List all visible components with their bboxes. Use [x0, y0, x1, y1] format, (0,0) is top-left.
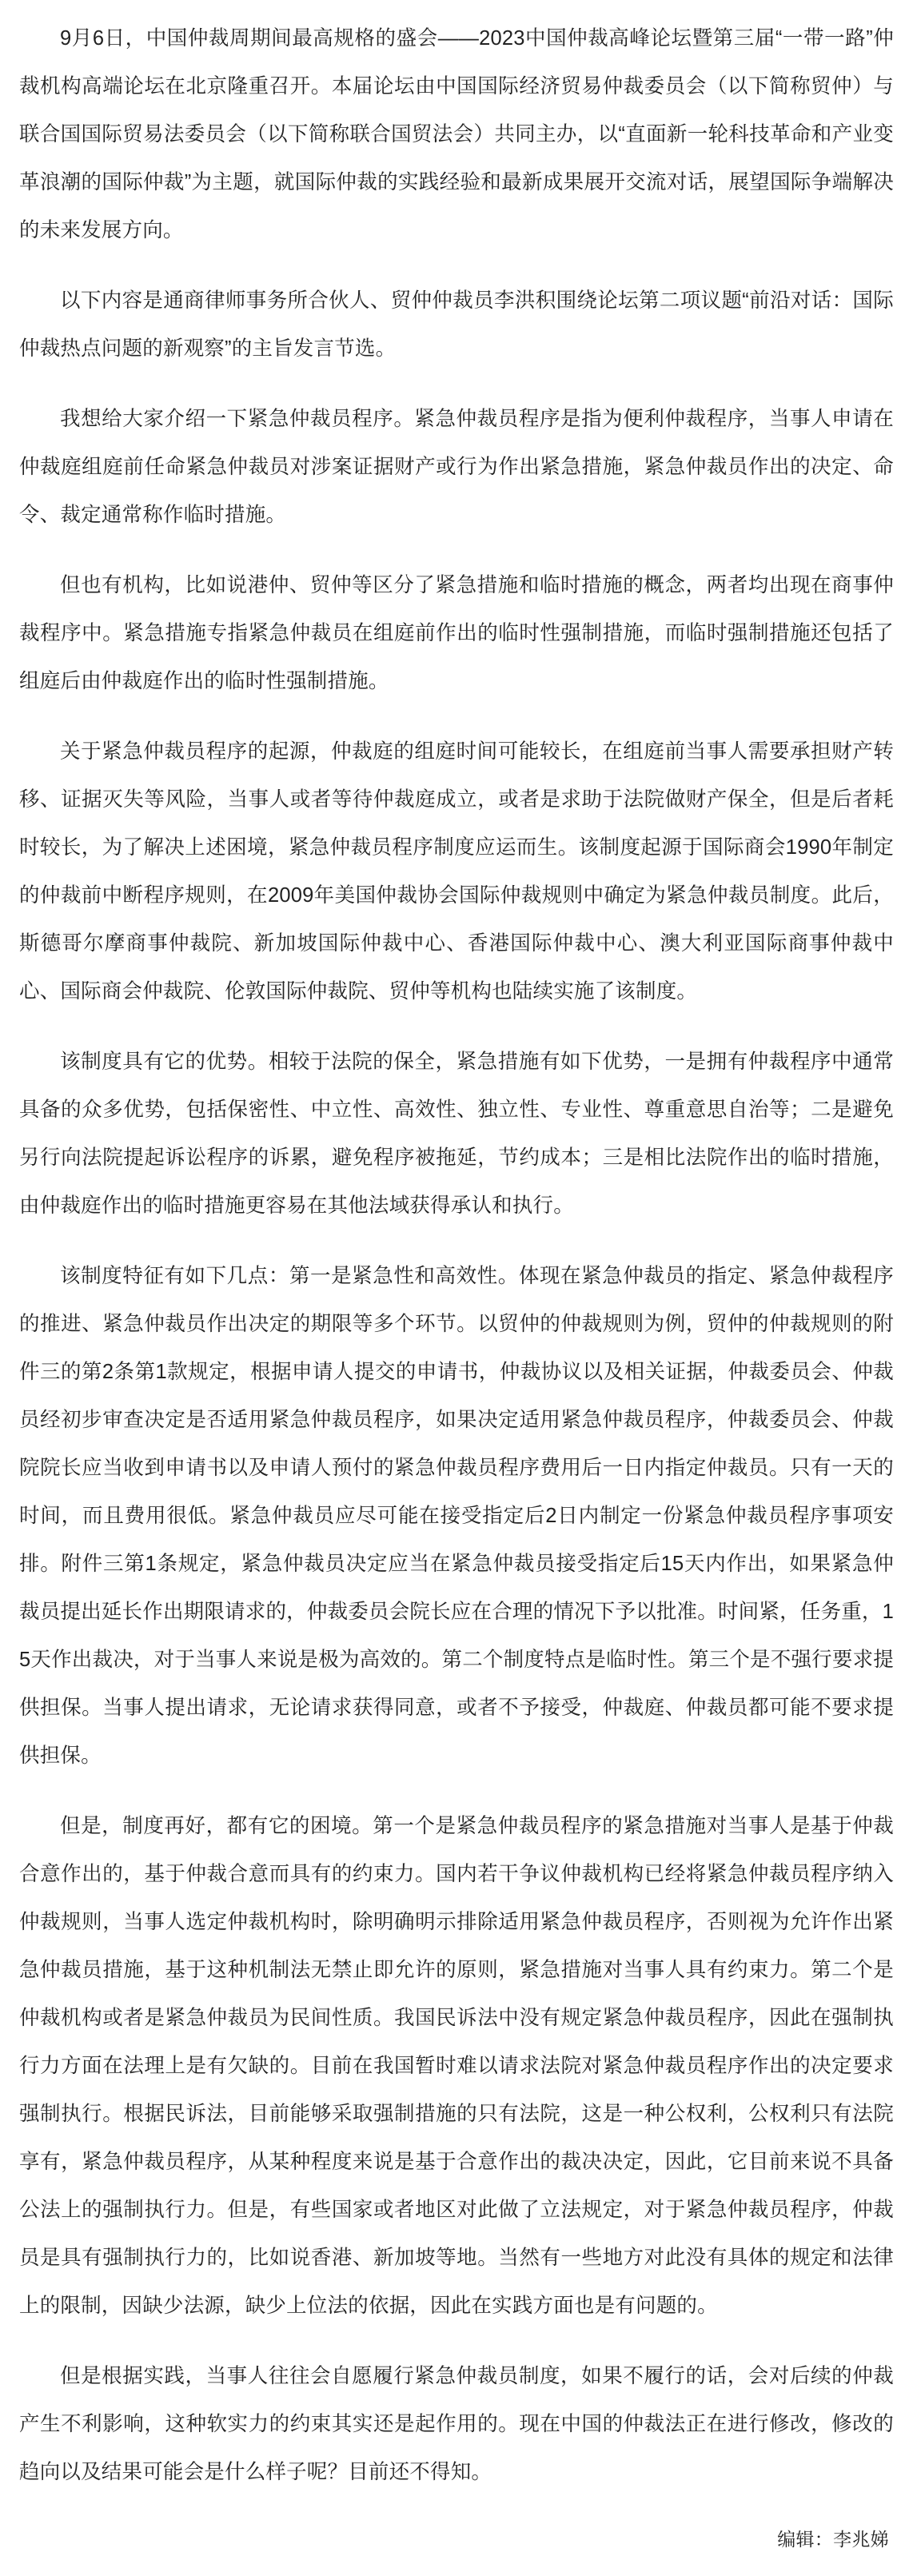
- paragraph: 但是根据实践，当事人往往会自愿履行紧急仲裁员制度，如果不履行的话，会对后续的仲裁产生不利影响，这种软实力的约束其实还是起作用的。现在中国的仲裁法正在进行修改，修改的趋向以及结果可能会是什么样子呢？目前还不得知。: [19, 2365, 894, 2483]
- editor-byline: 编辑：李兆娣: [777, 2529, 889, 2550]
- paragraph: 该制度具有它的优势。相较于法院的保全，紧急措施有如下优势，一是拥有仲裁程序中通常具备的众多优势，包括保密性、中立性、高效性、独立性、专业性、尊重意思自治等；二是避免另行向法院提起诉讼程序的诉累，避免程序被拖延，节约成本；三是相比法院作出的临时措施，由仲裁庭作出的临时措施更容易在其他法域获得承认和执行。: [19, 1051, 894, 1217]
- paragraph: 但也有机构，比如说港仲、贸仲等区分了紧急措施和临时措施的概念，两者均出现在商事仲裁程序中。紧急措施专指紧急仲裁员在组庭前作出的临时性强制措施，而临时强制措施还包括了组庭后由仲裁庭作出的临时性强制措施。: [19, 574, 894, 692]
- paragraph: 9月6日，中国仲裁周期间最高规格的盛会——2023中国仲裁高峰论坛暨第三届“一带一路”仲裁机构高端论坛在北京隆重召开。本届论坛由中国国际经济贸易仲裁委员会（以下简称贸仲）与联合国国际贸易法委员会（以下简称联合国贸法会）共同主办，以“直面新一轮科技革命和产业变革浪潮的国际仲裁”为主题，就国际仲裁的实践经验和最新成果展开交流对话，展望国际争端解决的未来发展方向。: [19, 27, 894, 241]
- paragraph: 以下内容是通商律师事务所合伙人、贸仲仲裁员李洪积围绕论坛第二项议题“前沿对话：国际仲裁热点问题的新观察”的主旨发言节选。: [19, 289, 894, 360]
- paragraph: 关于紧急仲裁员程序的起源，仲裁庭的组庭时间可能较长，在组庭前当事人需要承担财产转移、证据灭失等风险，当事人或者等待仲裁庭成立，或者是求助于法院做财产保全，但是后者耗时较长，为了解决上述困境，紧急仲裁员程序制度应运而生。该制度起源于国际商会1990年制定的仲裁前中断程序规则，在2009年美国仲裁协会国际仲裁规则中确定为紧急仲裁员制度。此后，斯德哥尔摩商事仲裁院、新加坡国际仲裁中心、香港国际仲裁中心、澳大利亚国际商事仲裁中心、国际商会仲裁院、伦敦国际仲裁院、贸仲等机构也陆续实施了该制度。: [19, 740, 894, 1003]
- paragraph: 我想给大家介绍一下紧急仲裁员程序。紧急仲裁员程序是指为便利仲裁程序，当事人申请在仲裁庭组庭前任命紧急仲裁员对涉案证据财产或行为作出紧急措施，紧急仲裁员作出的决定、命令、裁定通常称作临时措施。: [19, 408, 894, 526]
- paragraph: 但是，制度再好，都有它的困境。第一个是紧急仲裁员程序的紧急措施对当事人是基于仲裁合意作出的，基于仲裁合意而具有的约束力。国内若干争议仲裁机构已经将紧急仲裁员程序纳入仲裁规则，当事人选定仲裁机构时，除明确明示排除适用紧急仲裁员程序，否则视为允许作出紧急仲裁员措施，基于这种机制法无禁止即允许的原则，紧急措施对当事人具有约束力。第二个是仲裁机构或者是紧急仲裁员为民间性质。我国民诉法中没有规定紧急仲裁员程序，因此在强制执行力方面在法理上是有欠缺的。目前在我国暂时难以请求法院对紧急仲裁员程序作出的决定要求强制执行。根据民诉法，目前能够采取强制措施的只有法院，这是一种公权利，公权利只有法院享有，紧急仲裁员程序，从某种程度来说是基于合意作出的裁决决定，因此，它目前来说不具备公法上的强制执行力。但是，有些国家或者地区对此做了立法规定，对于紧急仲裁员程序，仲裁员是具有强制执行力的，比如说香港、新加坡等地。当然有一些地方对此没有具体的规定和法律上的限制，因缺少法源，缺少上位法的依据，因此在实践方面也是有问题的。: [19, 1815, 894, 2317]
- paragraph: 该制度特征有如下几点：第一是紧急性和高效性。体现在紧急仲裁员的指定、紧急仲裁程序的推进、紧急仲裁员作出决定的期限等多个环节。以贸仲的仲裁规则为例，贸仲的仲裁规则的附件三的第2条第1款规定，根据申请人提交的申请书，仲裁协议以及相关证据，仲裁委员会、仲裁员经初步审查决定是否适用紧急仲裁员程序，如果决定适用紧急仲裁员程序，仲裁委员会、仲裁院院长应当收到申请书以及申请人预付的紧急仲裁员程序费用后一日内指定仲裁员。只有一天的时间，而且费用很低。紧急仲裁员应尽可能在接受指定后2日内制定一份紧急仲裁员程序事项安排。附件三第1条规定，紧急仲裁员决定应当在紧急仲裁员接受指定后15天内作出，如果紧急仲裁员提出延长作出期限请求的，仲裁委员会院长应在合理的情况下予以批准。时间紧，任务重，15天作出裁决，对于当事人来说是极为高效的。第二个制度特点是临时性。第三个是不强行要求提供担保。当事人提出请求，无论请求获得同意，或者不予接受，仲裁庭、仲裁员都可能不要求提供担保。: [19, 1265, 894, 1767]
- article-body: [19, 14, 894, 2496]
